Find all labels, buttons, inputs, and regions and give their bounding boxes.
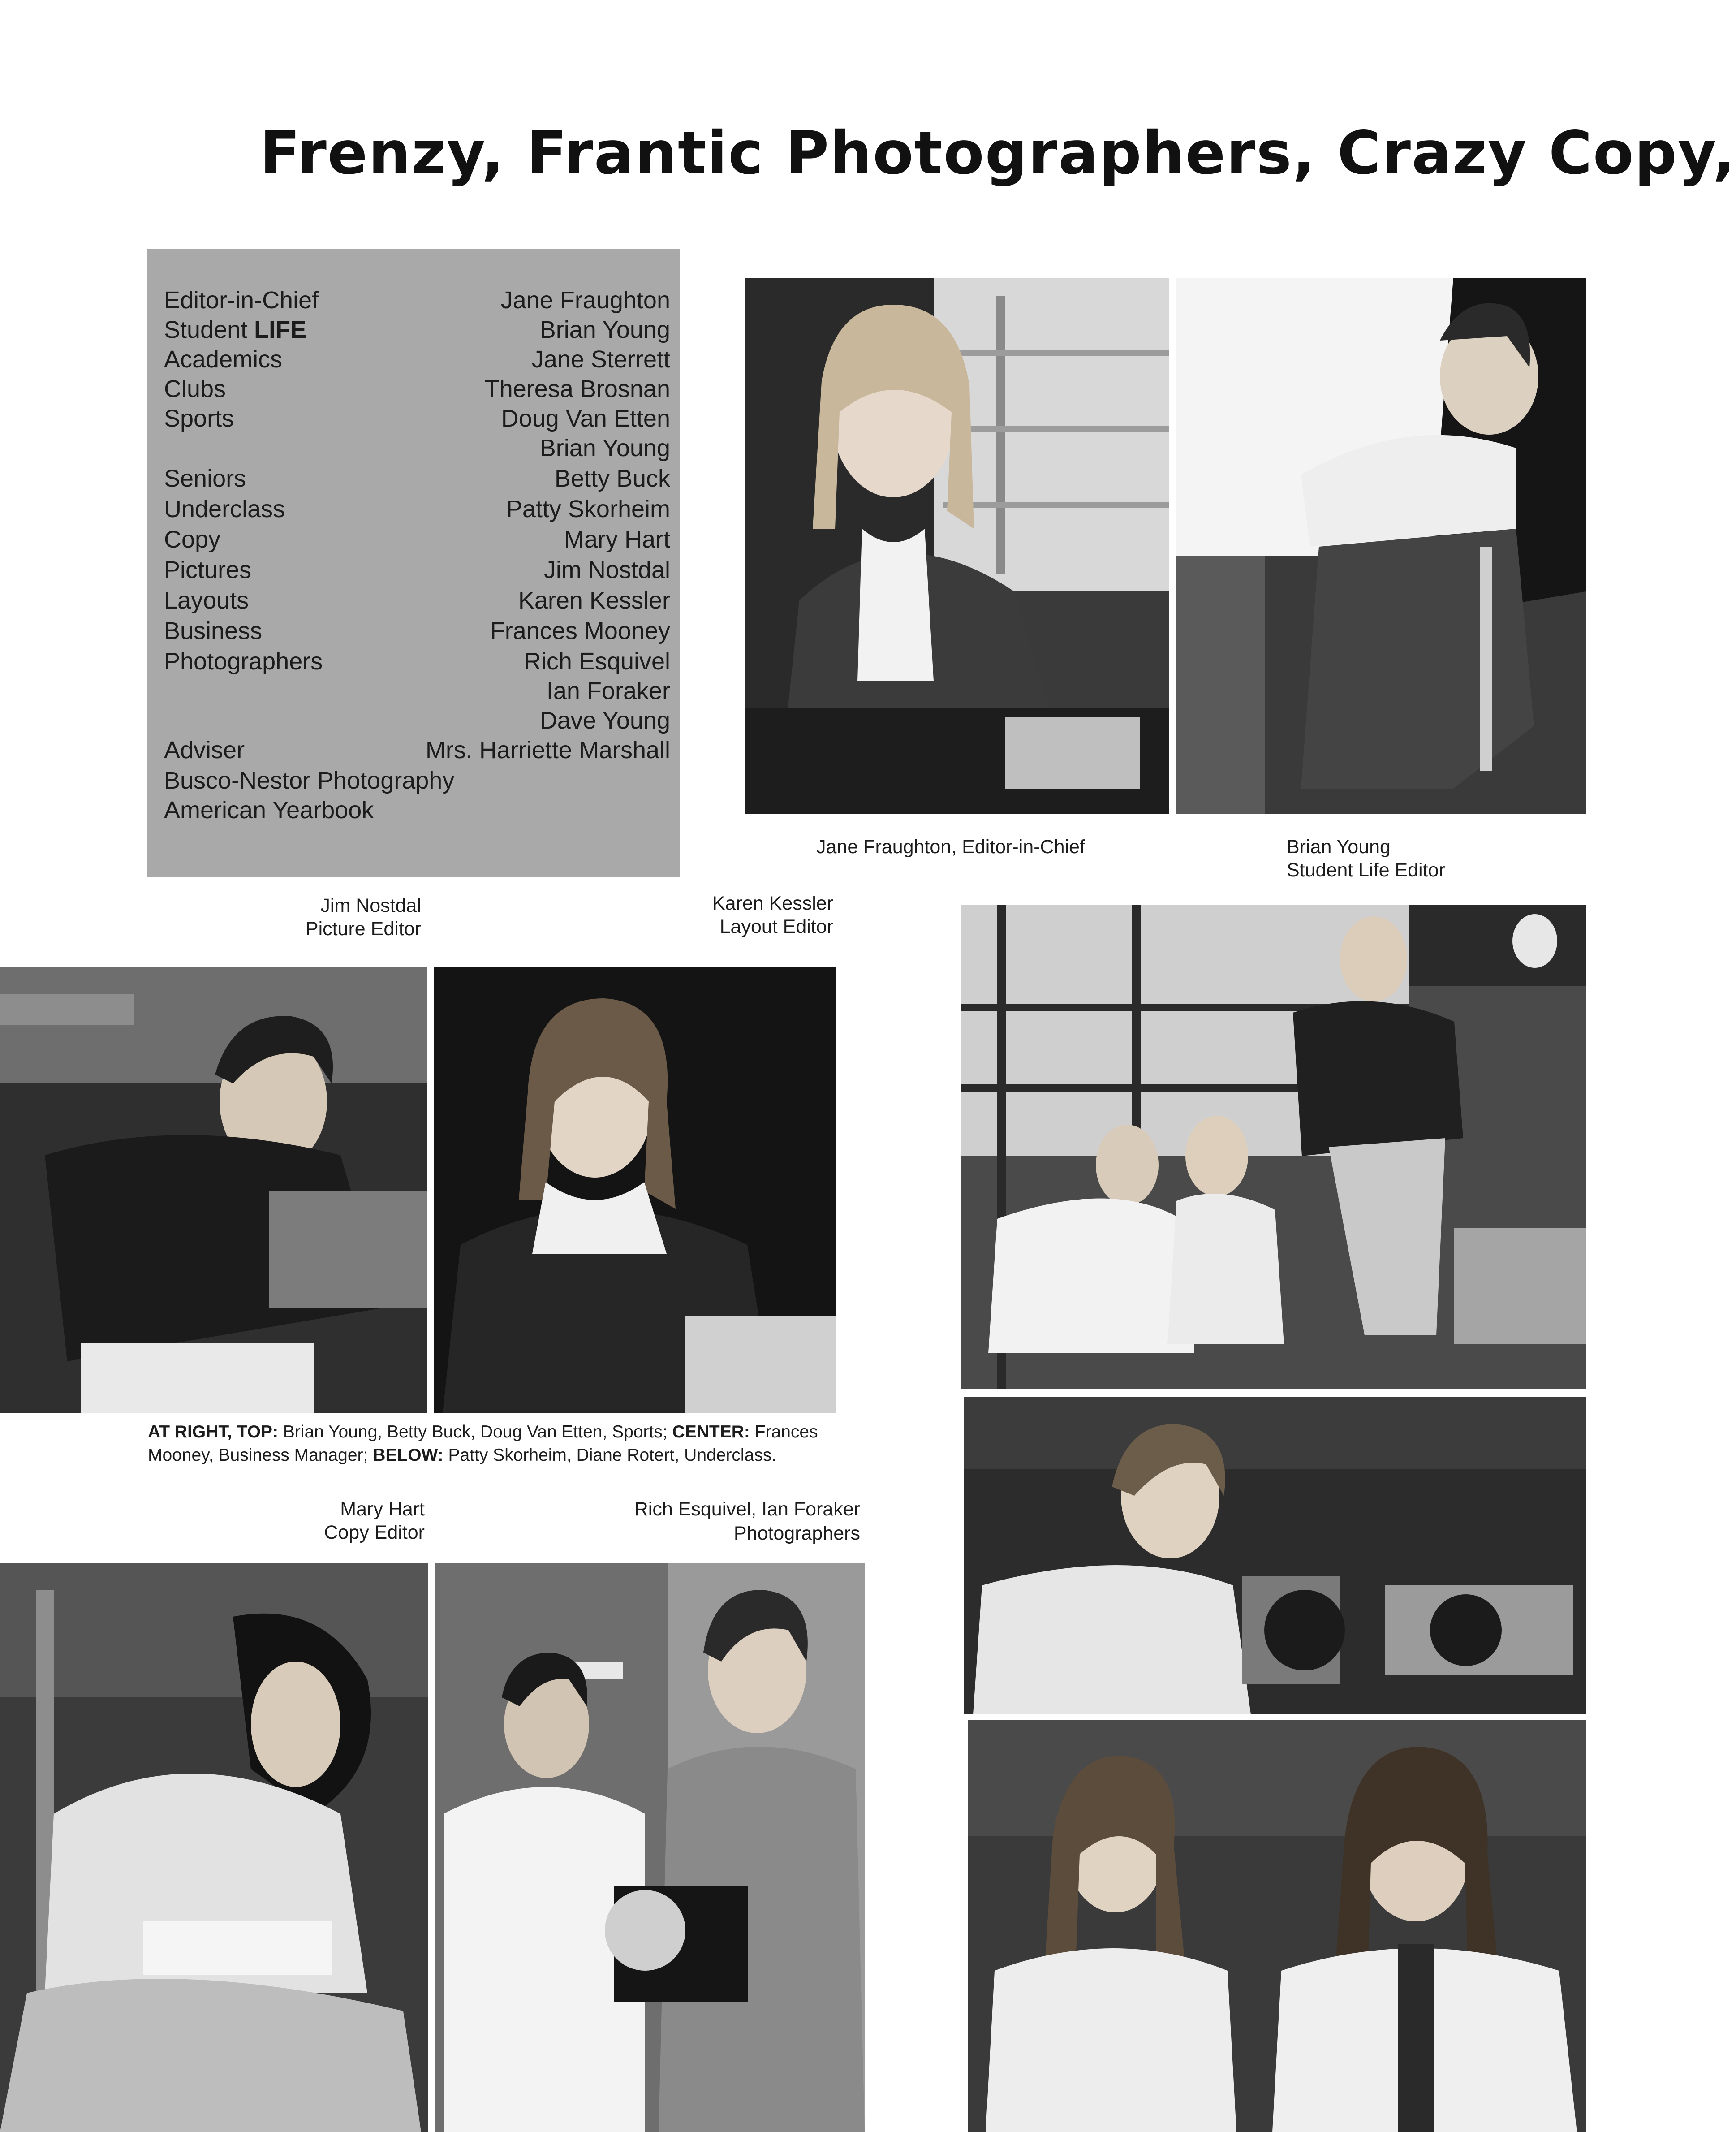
staff-row xyxy=(164,374,670,404)
staff-row xyxy=(164,705,670,736)
staff-name: Frances Mooney xyxy=(490,617,670,644)
caption-brian-young-role: Student Life Editor xyxy=(1287,859,1445,881)
staff-role: American Yearbook xyxy=(164,797,374,824)
caption-lead-center: CENTER: xyxy=(672,1422,750,1441)
staff-name: Mary Hart xyxy=(564,526,670,553)
staff-role-emphasis: LIFE xyxy=(254,316,307,343)
staff-row xyxy=(164,765,670,796)
caption-text-center: Frances Mooney, Business Manager; xyxy=(148,1422,818,1465)
staff-name: Mrs. Harriette Marshall xyxy=(425,737,670,764)
photo-frances-mooney xyxy=(964,1397,1586,1714)
staff-name: Rich Esquivel xyxy=(523,648,670,675)
caption-karen-kessler-role: Layout Editor xyxy=(719,916,833,937)
caption-jim-nostdal-name: Jim Nostdal xyxy=(320,895,421,916)
photo-jane-fraughton xyxy=(745,278,1169,814)
caption-mary-hart-name: Mary Hart xyxy=(340,1498,425,1520)
staff-list xyxy=(147,249,680,877)
photo-jim-nostdal xyxy=(0,967,427,1413)
staff-name: Jane Sterrett xyxy=(531,346,670,373)
staff-row xyxy=(164,433,670,463)
photo-mary-hart xyxy=(0,1563,428,2132)
caption-text-below: Patty Skorheim, Diane Rotert, Underclass. xyxy=(443,1446,777,1465)
staff-role: Academics xyxy=(164,346,283,373)
staff-role: Underclass xyxy=(164,496,285,522)
staff-name: Karen Kessler xyxy=(518,587,670,614)
staff-row xyxy=(164,403,670,434)
staff-row xyxy=(164,555,670,585)
staff-role: Editor-in-Chief xyxy=(164,287,319,314)
caption-photographers-names: Rich Esquivel, Ian Foraker xyxy=(634,1498,860,1520)
staff-name: Brian Young xyxy=(539,316,670,343)
staff-row xyxy=(164,795,670,825)
staff-name: Betty Buck xyxy=(554,465,670,492)
caption-photographers-role: Photographers xyxy=(733,1523,860,1544)
caption-jim-nostdal-role: Picture Editor xyxy=(305,918,421,940)
staff-row xyxy=(164,585,670,616)
caption-lead-top: AT RIGHT, TOP: xyxy=(148,1422,279,1441)
staff-name: Doug Van Etten xyxy=(501,405,670,432)
caption-brian-young-name: Brian Young xyxy=(1287,836,1391,858)
staff-row xyxy=(164,285,670,315)
staff-row xyxy=(164,315,670,345)
caption-block-right-photos xyxy=(148,1420,883,1467)
staff-name: Ian Foraker xyxy=(546,678,670,704)
photo-brian-young xyxy=(1176,278,1586,814)
staff-role xyxy=(164,315,306,345)
staff-row xyxy=(164,524,670,555)
staff-role: Adviser xyxy=(164,737,245,764)
staff-role: Photographers xyxy=(164,648,323,675)
photo-karen-kessler xyxy=(434,967,836,1413)
staff-role: Busco-Nestor Photography xyxy=(164,767,455,794)
staff-role: Copy xyxy=(164,526,221,553)
staff-role: Clubs xyxy=(164,375,226,402)
photo-underclass xyxy=(968,1720,1586,2132)
staff-row xyxy=(164,494,670,524)
staff-role-text: Student xyxy=(164,316,248,343)
photo-sports-group xyxy=(961,905,1586,1389)
page-title: Frenzy, Frantic Photographers, Crazy Copy, xyxy=(260,119,1736,188)
caption-karen-kessler-name: Karen Kessler xyxy=(712,893,833,914)
caption-jane-fraughton: Jane Fraughton, Editor-in-Chief xyxy=(816,836,1085,858)
staff-name: Patty Skorheim xyxy=(506,496,670,522)
staff-role: Business xyxy=(164,617,263,644)
staff-row xyxy=(164,646,670,677)
staff-name: Brian Young xyxy=(539,435,670,462)
caption-text-top: Brian Young, Betty Buck, Doug Van Etten, Sports; xyxy=(278,1422,672,1441)
staff-row xyxy=(164,676,670,706)
caption-lead-below: BELOW: xyxy=(373,1446,444,1465)
staff-name: Jane Fraughton xyxy=(500,287,670,314)
staff-row xyxy=(164,463,670,494)
staff-role: Sports xyxy=(164,405,234,432)
staff-name: Dave Young xyxy=(539,707,670,734)
staff-role: Seniors xyxy=(164,465,246,492)
staff-row xyxy=(164,616,670,646)
caption-mary-hart-role: Copy Editor xyxy=(324,1522,425,1543)
staff-row xyxy=(164,735,670,765)
staff-name: Jim Nostdal xyxy=(543,557,670,583)
staff-row xyxy=(164,344,670,375)
staff-role: Pictures xyxy=(164,557,252,583)
staff-name: Theresa Brosnan xyxy=(484,375,670,402)
staff-role: Layouts xyxy=(164,587,249,614)
photo-rich-esquivel-ian-foraker xyxy=(435,1563,865,2132)
